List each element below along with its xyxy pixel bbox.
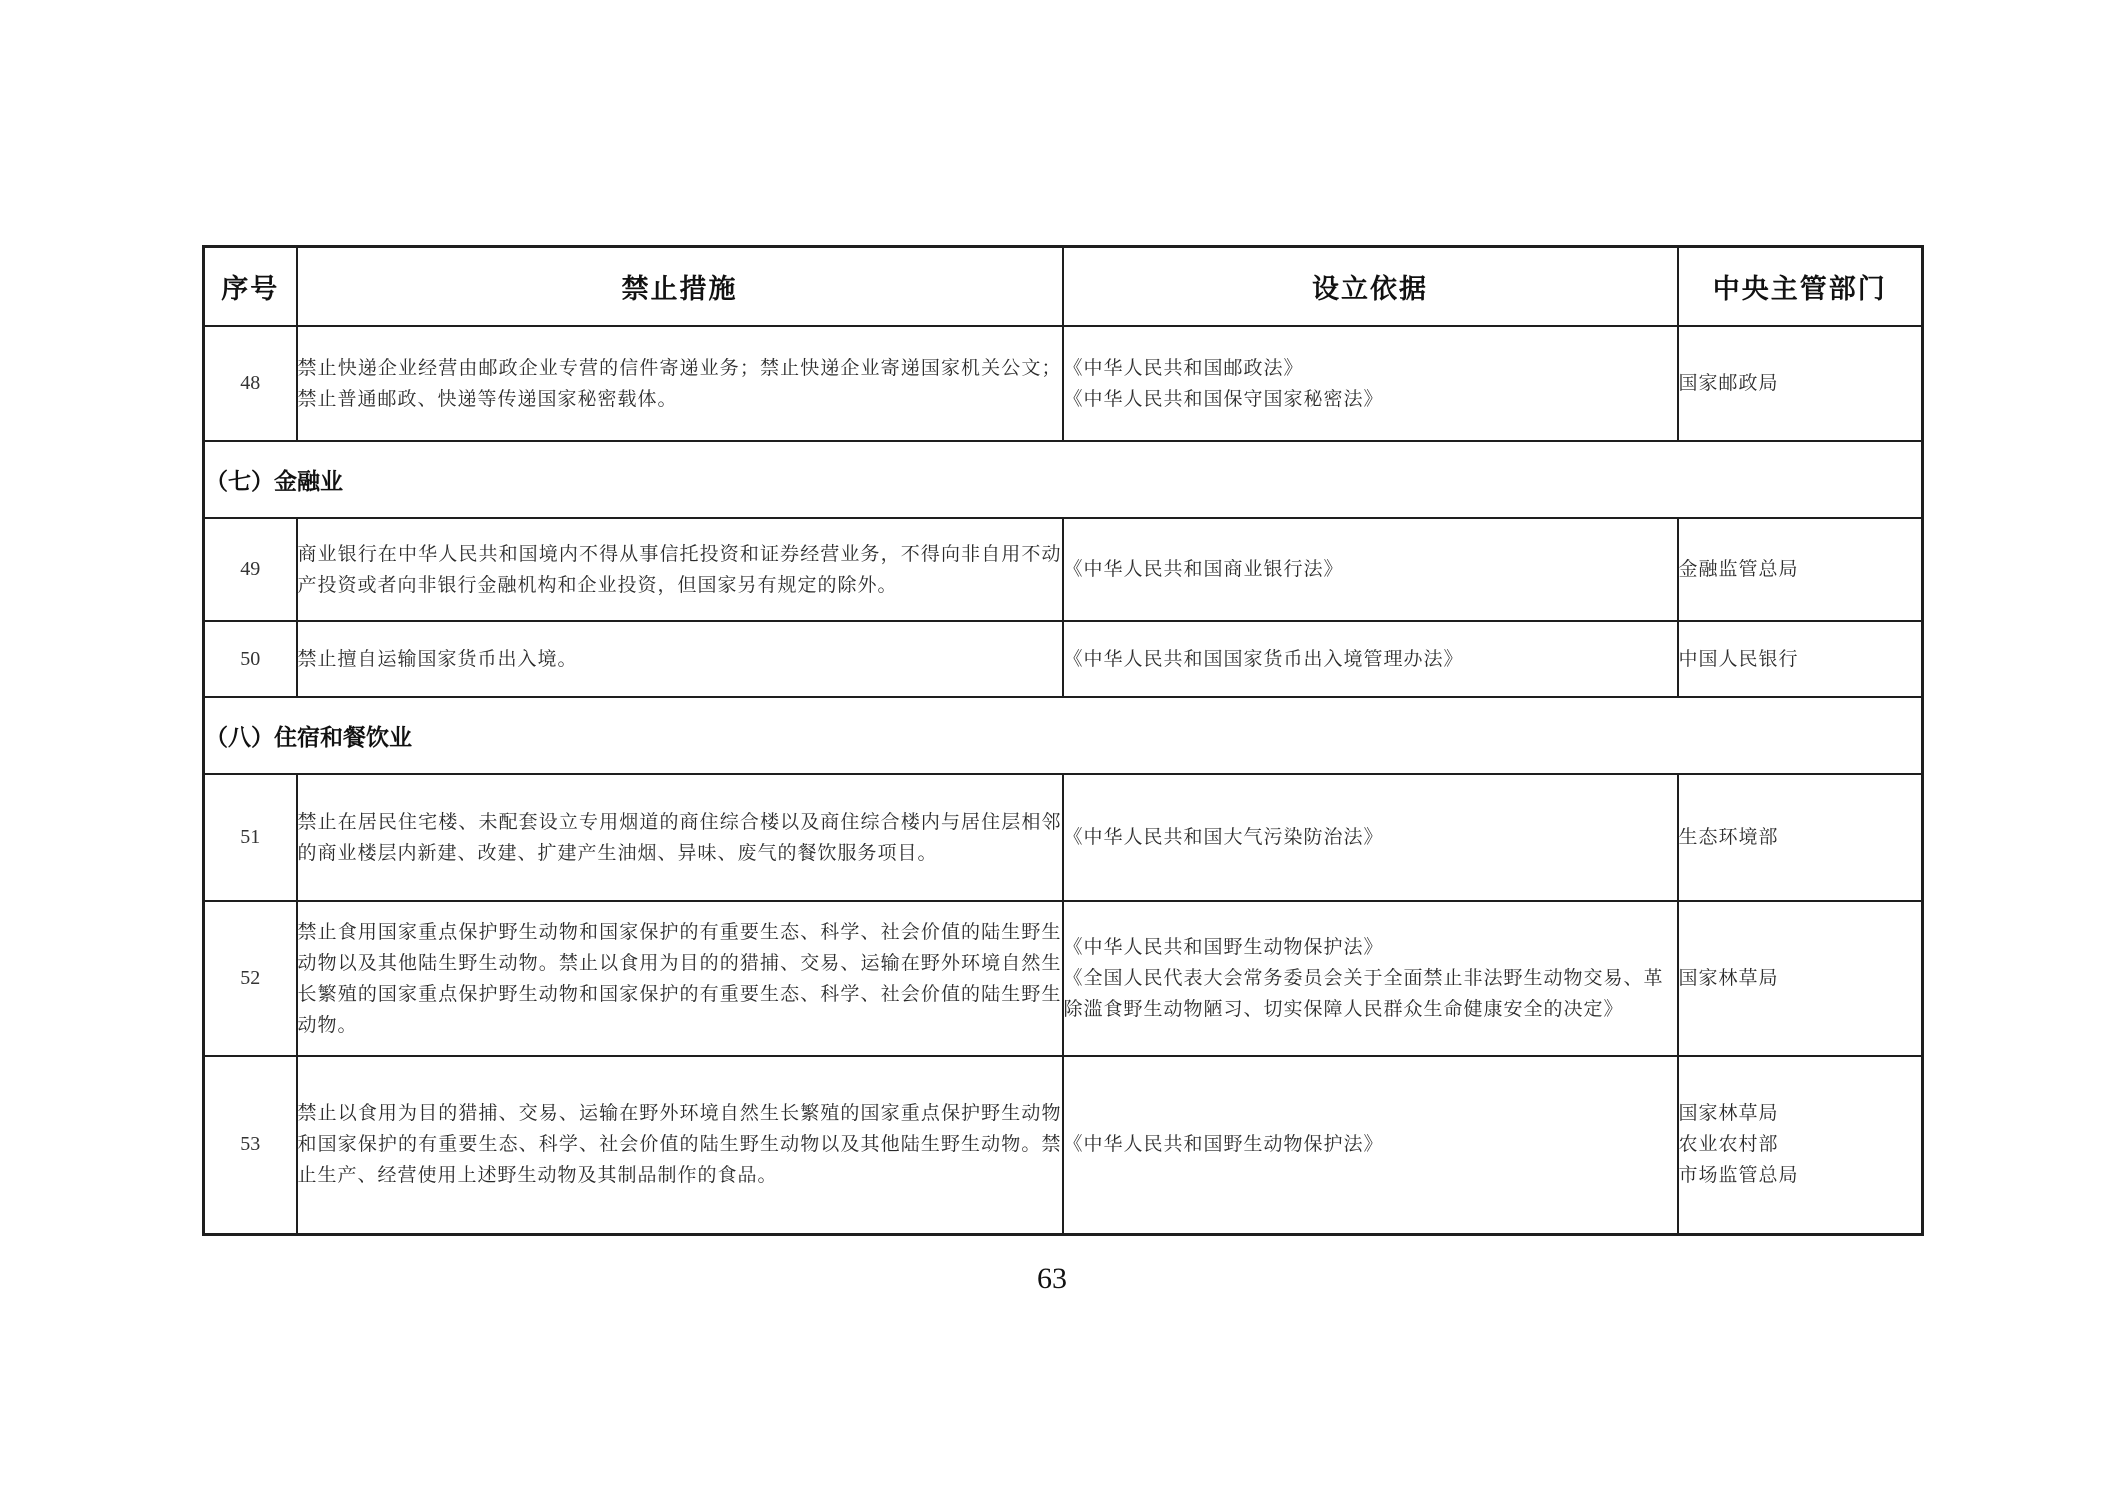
header-dept: 中央主管部门 [1678, 247, 1923, 327]
category-title: （八）住宿和餐饮业 [204, 697, 1923, 774]
dept-item: 国家林草局 [1678, 1102, 1779, 1125]
basis-item: 《中华人民共和国大气污染防治法》 [1063, 826, 1384, 848]
header-measure: 禁止措施 [297, 247, 1063, 327]
table-row [204, 326, 1923, 441]
row-dept [1678, 326, 1923, 441]
basis-item: 《中华人民共和国野生动物保护法》 [1063, 1133, 1384, 1156]
row-basis [1063, 326, 1678, 441]
row-dept [1678, 901, 1923, 1056]
row-number: 48 [204, 326, 297, 441]
dept-item: 生态环境部 [1678, 826, 1779, 848]
row-basis [1063, 901, 1678, 1056]
dept-item: 国家林草局 [1678, 967, 1779, 989]
row-dept [1678, 774, 1923, 901]
row-number: 51 [204, 774, 297, 901]
category-row [204, 697, 1923, 774]
row-basis [1063, 621, 1678, 697]
row-dept [1678, 621, 1923, 697]
prohibition-table [202, 245, 1924, 1236]
table-row [204, 518, 1923, 621]
dept-item: 国家邮政局 [1678, 372, 1779, 394]
row-measure: 禁止食用国家重点保护野生动物和国家保护的有重要生态、科学、社会价值的陆生野生动物以及其他陆生野生动物。禁止以食用为目的的猎捕、交易、运输在野外环境自然生长繁殖的国家重点保护野生动物和国家保护的有重要生态、科学、社会价值的陆生野生动物。 [297, 901, 1063, 1056]
row-number: 49 [204, 518, 297, 621]
row-basis [1063, 774, 1678, 901]
table-row [204, 901, 1923, 1056]
basis-item: 《中华人民共和国国家货币出入境管理办法》 [1063, 647, 1464, 670]
row-number: 53 [204, 1056, 297, 1234]
table-row [204, 621, 1923, 697]
table-row [204, 774, 1923, 901]
table-row [204, 1056, 1923, 1234]
dept-item: 市场监管总局 [1678, 1164, 1799, 1187]
row-dept [1678, 518, 1923, 621]
row-basis [1063, 1056, 1678, 1234]
dept-item: 农业农村部 [1678, 1133, 1779, 1156]
basis-item: 《中华人民共和国保守国家秘密法》 [1063, 387, 1384, 410]
row-number: 52 [204, 901, 297, 1056]
header-no: 序号 [204, 247, 297, 327]
category-title: （七）金融业 [204, 441, 1923, 518]
table-header-row [204, 247, 1923, 327]
basis-item: 《中华人民共和国邮政法》 [1063, 356, 1304, 379]
row-basis [1063, 518, 1678, 621]
header-basis: 设立依据 [1063, 247, 1678, 327]
row-dept [1678, 1056, 1923, 1234]
basis-item: 《全国人民代表大会常务委员会关于全面禁止非法野生动物交易、革除滥食野生动物陋习、切实保障人民群众生命健康安全的决定》 [1063, 967, 1664, 1020]
row-measure: 禁止快递企业经营由邮政企业专营的信件寄递业务；禁止快递企业寄递国家机关公文；禁止普通邮政、快递等传递国家秘密载体。 [297, 326, 1063, 441]
row-measure: 商业银行在中华人民共和国境内不得从事信托投资和证券经营业务，不得向非自用不动产投资或者向非银行金融机构和企业投资，但国家另有规定的除外。 [297, 518, 1063, 621]
basis-item: 《中华人民共和国商业银行法》 [1063, 558, 1344, 580]
row-measure: 禁止在居民住宅楼、未配套设立专用烟道的商住综合楼以及商住综合楼内与居住层相邻的商业楼层内新建、改建、扩建产生油烟、异味、废气的餐饮服务项目。 [297, 774, 1063, 901]
category-row [204, 441, 1923, 518]
basis-item: 《中华人民共和国野生动物保护法》 [1063, 936, 1384, 958]
row-measure: 禁止以食用为目的猎捕、交易、运输在野外环境自然生长繁殖的国家重点保护野生动物和国家保护的有重要生态、科学、社会价值的陆生野生动物以及其他陆生野生动物。禁止生产、经营使用上述野生动物及其制品制作的食品。 [297, 1056, 1063, 1234]
dept-item: 中国人民银行 [1678, 647, 1799, 670]
row-number: 50 [204, 621, 297, 697]
row-measure: 禁止擅自运输国家货币出入境。 [297, 621, 1063, 697]
dept-item: 金融监管总局 [1678, 558, 1799, 580]
page-number: 63 [1037, 1262, 1067, 1295]
